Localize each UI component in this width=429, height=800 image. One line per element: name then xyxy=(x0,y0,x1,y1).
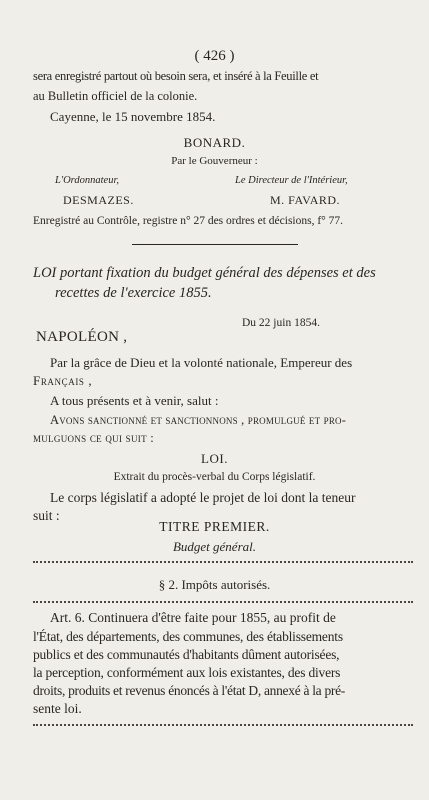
directeur-name: M. FAVARD. xyxy=(270,193,341,207)
adopted-line-1: Le corps législatif a adopté le projet de loi dont la teneur xyxy=(50,490,356,505)
dotted-separator-1 xyxy=(33,561,413,563)
article-line-1: Art. 6. Continuera d'être faite pour 1855, au profit de xyxy=(50,610,336,625)
dotted-separator-2 xyxy=(33,601,413,603)
grace-line-1-text: Par la grâce de Dieu et la volonté nationale, Empereur des xyxy=(50,355,353,370)
page-number: ( 426 ) xyxy=(194,48,235,64)
intro-line-1: sera enregistré partout où besoin sera, et inséré à la Feuille et xyxy=(33,69,319,83)
ordonnateur-title: L'Ordonnateur, xyxy=(55,175,119,186)
adopted-line-2: suit : xyxy=(33,508,60,523)
sanction-line-2 xyxy=(33,432,154,445)
article-line-4: la perception, conformément aux lois existantes, des divers xyxy=(33,665,341,680)
ordonnateur-name: DESMAZES. xyxy=(63,193,134,207)
registration-note: Enregistré au Contrôle, registre n° 27 des ordres et décisions, f° 77. xyxy=(33,215,344,227)
article-line-2: l'État, des départements, des communes, des établissements xyxy=(33,629,343,644)
greeting: A tous présents et à venir, salut : xyxy=(50,393,219,408)
directeur-title: Le Directeur de l'Intérieur, xyxy=(235,175,348,186)
sanction-line-1: Avons sanctionné et sanctionnons , promulgué et pro- xyxy=(50,413,347,427)
by-governor: Par le Gouverneur : xyxy=(171,155,258,167)
grace-line-1 xyxy=(50,356,416,369)
budget-general: Budget général. xyxy=(172,539,257,554)
law-date: Du 22 juin 1854. xyxy=(242,317,320,329)
signer-name: BONARD. xyxy=(183,135,246,150)
article-line-5: droits, produits et revenus énoncés à l'état D, annexé à la pré- xyxy=(33,683,345,698)
section-divider xyxy=(132,244,298,245)
law-title-line-1: LOI portant fixation du budget général des dépenses et des xyxy=(33,265,376,281)
place-date: Cayenne, le 15 novembre 1854. xyxy=(50,109,216,124)
titre-premier: TITRE PREMIER. xyxy=(159,519,270,534)
sanction-line-2-text: mulguons ce qui suit : xyxy=(33,431,155,445)
section-heading xyxy=(0,578,429,591)
extract-line: Extrait du procès-verbal du Corps législatif. xyxy=(113,471,316,483)
article-line-3: publics et des communautés d'habitants dûment autorisées, xyxy=(33,647,340,662)
loi-heading: LOI. xyxy=(201,451,228,466)
intro-line-2: au Bulletin officiel de la colonie. xyxy=(33,89,198,103)
section-heading-text: § 2. Impôts autorisés. xyxy=(158,577,271,592)
emperor-name: NAPOLÉON , xyxy=(36,329,128,345)
law-title-line-2: recettes de l'exercice 1855. xyxy=(55,285,212,301)
article-line-6: sente loi. xyxy=(33,701,82,716)
dotted-separator-3 xyxy=(33,724,413,726)
grace-line-2: Français , xyxy=(33,373,93,388)
